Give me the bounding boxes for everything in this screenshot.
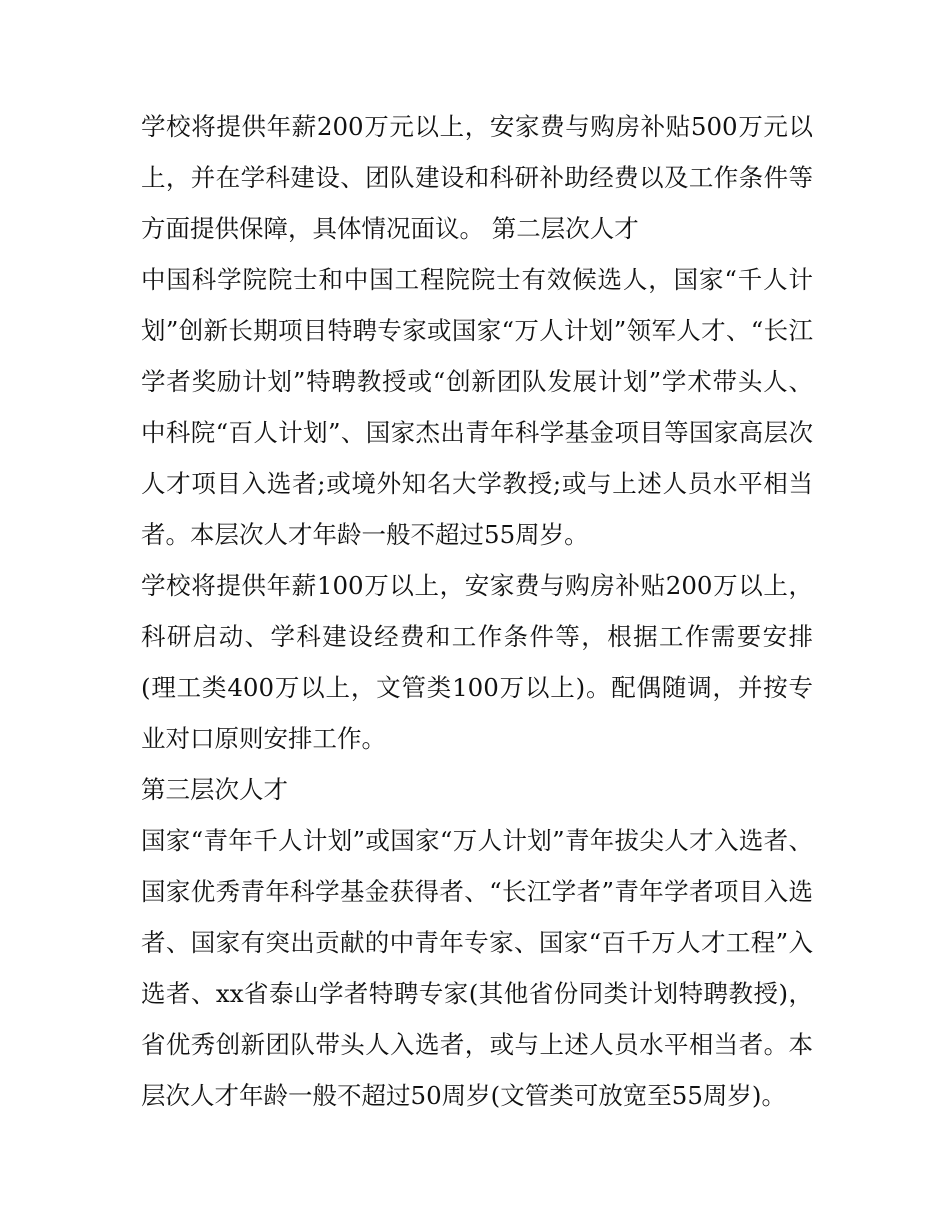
text-line: 第三层次人才 xyxy=(141,775,288,804)
text-line: 者、国家有突出贡献的中青年专家、国家“百千万人才工程”入 xyxy=(141,928,813,957)
text-line: 国家“青年千人计划”或国家“万人计划”青年拔尖人才入选者、 xyxy=(141,826,813,855)
text-line: 学校将提供年薪100万以上，安家费与购房补贴200万以上， xyxy=(141,571,813,600)
paragraph-tier2-requirements xyxy=(141,254,813,560)
text-line: 科研启动、学科建设经费和工作条件等，根据工作需要安排 xyxy=(141,622,813,651)
paragraph-tier2-benefits xyxy=(141,560,813,764)
text-line: 者。本层次人才年龄一般不超过55周岁。 xyxy=(141,520,589,549)
text-line: 中国科学院院士和中国工程院院士有效候选人，国家“千人计 xyxy=(141,265,813,294)
text-line: 选者、xx省泰山学者特聘专家(其他省份同类计划特聘教授)， xyxy=(141,979,813,1008)
text-line: 学者奖励计划”特聘教授或“创新团队发展计划”学术带头人、 xyxy=(141,367,813,396)
text-line: 划”创新长期项目特聘专家或国家“万人计划”领军人才、“长江 xyxy=(141,316,813,345)
paragraph-tier1-benefits xyxy=(141,101,813,254)
text-line: 业对口原则安排工作。 xyxy=(141,724,386,753)
text-line: 学校将提供年薪200万元以上，安家费与购房补贴500万元以 xyxy=(141,112,813,141)
document-page xyxy=(141,101,813,1121)
text-line: 方面提供保障，具体情况面议。 第二层次人才 xyxy=(141,214,639,243)
text-line: 层次人才年龄一般不超过50周岁(文管类可放宽至55周岁)。 xyxy=(141,1081,786,1110)
text-line: 人才项目入选者;或境外知名大学教授;或与上述人员水平相当 xyxy=(141,469,813,498)
text-line: 国家优秀青年科学基金获得者、“长江学者”青年学者项目入选 xyxy=(141,877,813,906)
text-line: 省优秀创新团队带头人入选者，或与上述人员水平相当者。本 xyxy=(141,1030,813,1059)
paragraph-tier3-requirements xyxy=(141,815,813,1121)
section-heading-tier3 xyxy=(141,764,813,815)
text-line: 上，并在学科建设、团队建设和科研补助经费以及工作条件等 xyxy=(141,163,813,192)
text-line: 中科院“百人计划”、国家杰出青年科学基金项目等国家高层次 xyxy=(141,418,813,447)
text-line: (理工类400万以上，文管类100万以上)。配偶随调，并按专 xyxy=(141,673,813,702)
